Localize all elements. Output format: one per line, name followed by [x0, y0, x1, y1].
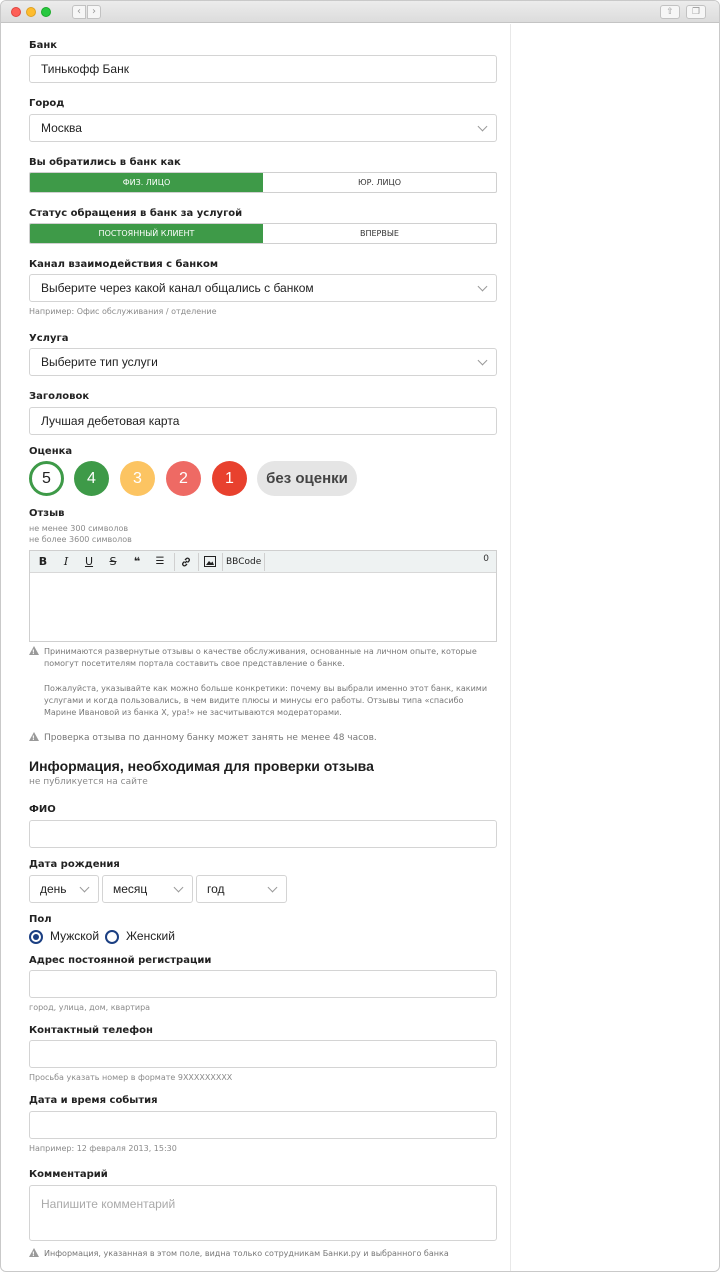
review-notice-text: Принимаются развернутые отзывы о качестве обслуживания, основанные на личном опыте, которые помогут посетителям портала составить свое представление о банке. [44, 647, 477, 668]
birth-month-value: месяц [113, 882, 148, 896]
city-label: Город [29, 98, 65, 109]
city-select[interactable] [29, 114, 497, 142]
gender-female-label[interactable]: Женский [126, 929, 175, 943]
client-type-legal[interactable]: ЮР. ЛИЦО [357, 178, 402, 187]
title-input[interactable]: Лучшая дебетовая карта [29, 407, 497, 435]
address-label: Адрес постоянной регистрации [29, 955, 212, 966]
close-window-icon[interactable] [11, 7, 21, 17]
channel-label: Канал взаимодействия с банком [29, 259, 219, 270]
page-content [1, 24, 719, 1272]
rating-none-button[interactable]: без оценки [257, 461, 357, 496]
title-bar [1, 1, 719, 23]
rating-1-button[interactable]: 1 [212, 461, 247, 496]
toolbar-separator [174, 553, 175, 571]
service-select[interactable] [29, 348, 497, 376]
image-icon[interactable] [202, 554, 218, 570]
verification-subheading: не публикуется на сайте [29, 777, 148, 787]
channel-hint: Например: Офис обслуживания / отделение [29, 307, 217, 316]
address-hint: город, улица, дом, квартира [29, 1003, 151, 1012]
event-hint: Например: 12 февраля 2013, 15:30 [29, 1144, 177, 1153]
comment-label: Комментарий [29, 1169, 108, 1180]
warning-icon [29, 646, 39, 655]
minimize-window-icon[interactable] [26, 7, 36, 17]
event-label: Дата и время события [29, 1095, 158, 1106]
back-arrow-icon[interactable]: ‹ [72, 5, 86, 19]
fio-input[interactable] [29, 820, 497, 848]
character-counter: 0 [483, 554, 489, 564]
review-editor [29, 550, 497, 642]
warning-icon [29, 732, 39, 741]
bold-icon[interactable]: B [38, 555, 48, 568]
check-notice-text: Проверка отзыва по данному банку может занять не менее 48 часов. [44, 733, 377, 743]
channel-value: Выберите через какой канал общались с банком [41, 281, 314, 295]
client-type-label: Вы обратились в банк как [29, 157, 181, 168]
birth-label: Дата рождения [29, 859, 120, 870]
warning-icon [29, 1248, 39, 1257]
phone-hint: Просьба указать номер в формате 9XXXXXXXXX [29, 1073, 233, 1082]
toolbar-separator [264, 553, 265, 571]
rating-5-button[interactable]: 5 [29, 461, 64, 496]
city-value: Москва [41, 121, 82, 135]
phone-label: Контактный телефон [29, 1025, 153, 1036]
review-textarea[interactable] [30, 574, 496, 641]
toolbar-separator [222, 553, 223, 571]
client-status-regular[interactable]: ПОСТОЯННЫЙ КЛИЕНТ [30, 224, 263, 243]
client-status-label: Статус обращения в банк за услугой [29, 208, 243, 219]
birth-year-value: год [207, 882, 225, 896]
service-label: Услуга [29, 333, 69, 344]
forward-arrow-icon[interactable]: › [87, 5, 101, 19]
client-type-individual[interactable]: ФИЗ. ЛИЦО [30, 173, 263, 192]
review-notice [29, 646, 497, 670]
toolbar-separator [198, 553, 199, 571]
strikethrough-icon[interactable]: S [109, 555, 117, 568]
bank-label: Банк [29, 40, 58, 51]
client-status-toggle [29, 223, 497, 244]
italic-icon[interactable]: I [63, 555, 69, 568]
review-notice-2: Пожалуйста, указывайте как можно больше конкретики: почему вы выбрали именно этот банк, какими услугами и когда пользовались, в чем видите плюсы и минусы его работы. Отзывы типа «спасибо Марине Ивановой из банка Х, ура!» не засчитываются модераторами. [44, 684, 488, 717]
chevron-down-icon [174, 883, 184, 893]
chevron-down-icon [478, 282, 488, 292]
address-input[interactable] [29, 970, 497, 998]
gender-label: Пол [29, 914, 52, 925]
rating-3-button[interactable]: 3 [120, 461, 155, 496]
fio-label: ФИО [29, 804, 56, 815]
comment-notice [29, 1248, 497, 1260]
list-icon[interactable]: ☰ [155, 556, 165, 567]
phone-input[interactable] [29, 1040, 497, 1068]
client-type-toggle [29, 172, 497, 193]
bbcode-button[interactable]: BBCode [226, 557, 262, 567]
bank-input[interactable]: Тинькофф Банк [29, 55, 497, 83]
birth-day-select[interactable] [29, 875, 99, 903]
channel-select[interactable] [29, 274, 497, 302]
tabs-icon[interactable]: ❐ [686, 5, 706, 19]
chevron-down-icon [268, 883, 278, 893]
chevron-down-icon [478, 122, 488, 132]
comment-textarea[interactable]: Напишите комментарий [29, 1185, 497, 1241]
link-icon[interactable] [178, 554, 194, 570]
birth-day-value: день [40, 882, 67, 896]
quote-icon[interactable]: ❝ [133, 555, 141, 568]
gender-male-radio[interactable] [29, 930, 43, 944]
rating-4-button[interactable]: 4 [74, 461, 109, 496]
review-min-hint: не менее 300 символов [29, 524, 129, 533]
share-icon[interactable]: ⇧ [660, 5, 680, 19]
rating-label: Оценка [29, 446, 73, 457]
event-input[interactable] [29, 1111, 497, 1139]
gender-male-label[interactable]: Мужской [50, 929, 100, 943]
verification-heading: Информация, необходимая для проверки отзыва [29, 758, 374, 774]
underline-icon[interactable]: U [84, 555, 94, 568]
birth-month-select[interactable] [102, 875, 193, 903]
rating-group [29, 461, 369, 497]
maximize-window-icon[interactable] [41, 7, 51, 17]
client-status-first[interactable]: ВПЕРВЫЕ [360, 229, 399, 238]
title-label: Заголовок [29, 391, 90, 402]
chevron-down-icon [478, 356, 488, 366]
service-value: Выберите тип услуги [41, 355, 158, 369]
birth-year-select[interactable] [196, 875, 287, 903]
check-notice [29, 732, 497, 744]
chevron-down-icon [80, 883, 90, 893]
column-divider [510, 24, 511, 1272]
review-label: Отзыв [29, 508, 65, 519]
comment-notice-text: Информация, указанная в этом поле, видна только сотрудникам Банки.ру и выбранного банка [44, 1249, 449, 1258]
gender-female-radio[interactable] [105, 930, 119, 944]
review-max-hint: не более 3600 символов [29, 535, 132, 544]
editor-toolbar [30, 551, 496, 573]
rating-2-button[interactable]: 2 [166, 461, 201, 496]
